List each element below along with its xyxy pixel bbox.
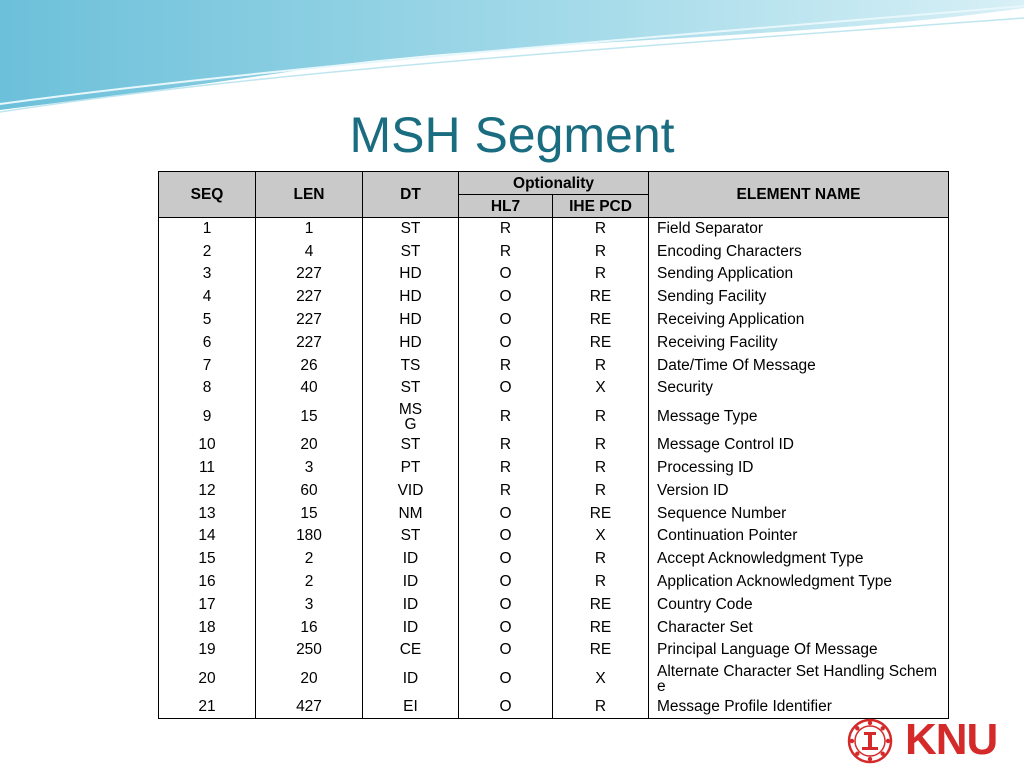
cell-dt: TS xyxy=(363,354,459,377)
cell-element-name: Security xyxy=(649,377,949,400)
cell-seq: 7 xyxy=(159,354,256,377)
cell-hl7: O xyxy=(459,377,553,400)
header-len: LEN xyxy=(256,172,363,218)
table-row xyxy=(159,218,949,241)
cell-ihe-pcd: R xyxy=(553,696,649,719)
cell-seq: 20 xyxy=(159,662,256,696)
cell-dt: ST xyxy=(363,525,459,548)
cell-dt: ID xyxy=(363,616,459,639)
cell-ihe-pcd: RE xyxy=(553,616,649,639)
cell-element-name: Receiving Facility xyxy=(649,331,949,354)
cell-len: 1 xyxy=(256,218,363,241)
cell-element-name: Message Control ID xyxy=(649,434,949,457)
cell-seq: 11 xyxy=(159,457,256,480)
table-row xyxy=(159,571,949,594)
cell-element-name: Principal Language Of Message xyxy=(649,639,949,662)
cell-dt: ST xyxy=(363,377,459,400)
cell-seq: 3 xyxy=(159,263,256,286)
cell-len: 2 xyxy=(256,548,363,571)
cell-len: 250 xyxy=(256,639,363,662)
cell-seq: 19 xyxy=(159,639,256,662)
cell-dt: EI xyxy=(363,696,459,719)
cell-ihe-pcd: X xyxy=(553,662,649,696)
cell-hl7: R xyxy=(459,354,553,377)
cell-len: 16 xyxy=(256,616,363,639)
cell-element-name: Encoding Characters xyxy=(649,240,949,263)
cell-hl7: R xyxy=(459,479,553,502)
table-row xyxy=(159,548,949,571)
cell-element-name: Accept Acknowledgment Type xyxy=(649,548,949,571)
cell-hl7: R xyxy=(459,400,553,434)
cell-element-name: Continuation Pointer xyxy=(649,525,949,548)
cell-seq: 13 xyxy=(159,502,256,525)
cell-seq: 12 xyxy=(159,479,256,502)
cell-ihe-pcd: R xyxy=(553,548,649,571)
table-row xyxy=(159,400,949,434)
header-seq: SEQ xyxy=(159,172,256,218)
cell-dt xyxy=(363,400,459,434)
table-row xyxy=(159,662,949,696)
cell-dt: ID xyxy=(363,593,459,616)
cell-seq: 14 xyxy=(159,525,256,548)
cell-hl7: O xyxy=(459,662,553,696)
cell-hl7: O xyxy=(459,263,553,286)
cell-element-name: Country Code xyxy=(649,593,949,616)
table-row xyxy=(159,263,949,286)
table-row xyxy=(159,479,949,502)
cell-dt: ST xyxy=(363,434,459,457)
cell-element-name: Character Set xyxy=(649,616,949,639)
table-row xyxy=(159,616,949,639)
cell-element-name: Sending Facility xyxy=(649,286,949,309)
slide-title: MSH Segment xyxy=(349,107,675,163)
cell-dt: HD xyxy=(363,309,459,332)
cell-len: 15 xyxy=(256,400,363,434)
cell-ihe-pcd: R xyxy=(553,479,649,502)
table-row xyxy=(159,331,949,354)
cell-seq: 1 xyxy=(159,218,256,241)
cell-ihe-pcd: RE xyxy=(553,286,649,309)
table-row xyxy=(159,696,949,719)
cell-hl7: O xyxy=(459,309,553,332)
cell-len: 20 xyxy=(256,662,363,696)
cell-len: 180 xyxy=(256,525,363,548)
cell-element-name: Sequence Number xyxy=(649,502,949,525)
cell-len: 227 xyxy=(256,331,363,354)
cell-seq: 21 xyxy=(159,696,256,719)
cell-ihe-pcd: R xyxy=(553,434,649,457)
cell-dt: ST xyxy=(363,218,459,241)
cell-dt: CE xyxy=(363,639,459,662)
cell-hl7: R xyxy=(459,434,553,457)
cell-ihe-pcd: RE xyxy=(553,331,649,354)
table-row xyxy=(159,457,949,480)
cell-element-name: Version ID xyxy=(649,479,949,502)
cell-len: 15 xyxy=(256,502,363,525)
cell-hl7: O xyxy=(459,502,553,525)
cell-dt: VID xyxy=(363,479,459,502)
cell-element-name: Message Type xyxy=(649,400,949,434)
cell-ihe-pcd: R xyxy=(553,571,649,594)
cell-seq: 10 xyxy=(159,434,256,457)
cell-element-name: Sending Application xyxy=(649,263,949,286)
cell-element-name: Processing ID xyxy=(649,457,949,480)
cell-ihe-pcd: RE xyxy=(553,639,649,662)
cell-ihe-pcd: X xyxy=(553,525,649,548)
cell-seq: 4 xyxy=(159,286,256,309)
cell-element-name: Message Profile Identifier xyxy=(649,696,949,719)
knu-logo-text: KNU xyxy=(905,715,998,764)
table-row xyxy=(159,593,949,616)
table-row xyxy=(159,309,949,332)
cell-ihe-pcd: X xyxy=(553,377,649,400)
cell-len: 227 xyxy=(256,263,363,286)
cell-ihe-pcd: R xyxy=(553,400,649,434)
cell-dt: PT xyxy=(363,457,459,480)
cell-dt: HD xyxy=(363,263,459,286)
cell-len: 60 xyxy=(256,479,363,502)
table-row xyxy=(159,434,949,457)
cell-element-name: Date/Time Of Message xyxy=(649,354,949,377)
header-dt: DT xyxy=(363,172,459,218)
cell-hl7: O xyxy=(459,286,553,309)
cell-ihe-pcd: RE xyxy=(553,593,649,616)
cell-seq: 18 xyxy=(159,616,256,639)
cell-hl7: O xyxy=(459,593,553,616)
cell-len: 40 xyxy=(256,377,363,400)
cell-len: 227 xyxy=(256,309,363,332)
cell-seq: 16 xyxy=(159,571,256,594)
cell-len: 3 xyxy=(256,457,363,480)
cell-len: 3 xyxy=(256,593,363,616)
cell-element-name: Alternate Character Set Handling Scheme xyxy=(649,662,949,696)
table-row xyxy=(159,377,949,400)
table-row xyxy=(159,240,949,263)
cell-ihe-pcd: R xyxy=(553,263,649,286)
cell-hl7: O xyxy=(459,548,553,571)
cell-seq: 17 xyxy=(159,593,256,616)
table-row xyxy=(159,354,949,377)
cell-hl7: O xyxy=(459,639,553,662)
cell-dt: ID xyxy=(363,662,459,696)
cell-element-name: Receiving Application xyxy=(649,309,949,332)
cell-ihe-pcd: R xyxy=(553,457,649,480)
cell-ihe-pcd: R xyxy=(553,218,649,241)
cell-seq: 8 xyxy=(159,377,256,400)
cell-hl7: O xyxy=(459,696,553,719)
cell-seq: 6 xyxy=(159,331,256,354)
cell-hl7: R xyxy=(459,218,553,241)
header-ihe-pcd: IHE PCD xyxy=(553,195,649,218)
cell-seq: 15 xyxy=(159,548,256,571)
cell-seq: 2 xyxy=(159,240,256,263)
header-element-name: ELEMENT NAME xyxy=(649,172,949,218)
cell-dt: HD xyxy=(363,286,459,309)
cell-hl7: O xyxy=(459,571,553,594)
table-row xyxy=(159,639,949,662)
cell-len: 20 xyxy=(256,434,363,457)
header-optionality: Optionality xyxy=(459,172,649,195)
cell-len: 4 xyxy=(256,240,363,263)
cell-hl7: O xyxy=(459,331,553,354)
cell-len: 26 xyxy=(256,354,363,377)
cell-ihe-pcd: RE xyxy=(553,502,649,525)
cell-dt: ST xyxy=(363,240,459,263)
cell-seq: 5 xyxy=(159,309,256,332)
cell-element-name: Application Acknowledgment Type xyxy=(649,571,949,594)
cell-element-name: Field Separator xyxy=(649,218,949,241)
cell-dt: HD xyxy=(363,331,459,354)
cell-seq: 9 xyxy=(159,400,256,434)
cell-dt: ID xyxy=(363,548,459,571)
table-row xyxy=(159,286,949,309)
cell-dt: NM xyxy=(363,502,459,525)
cell-dt-wrapped: MSG xyxy=(398,400,423,433)
cell-len: 427 xyxy=(256,696,363,719)
table-row xyxy=(159,525,949,548)
cell-hl7: R xyxy=(459,457,553,480)
cell-ihe-pcd: RE xyxy=(553,309,649,332)
cell-len: 227 xyxy=(256,286,363,309)
msh-segment-table xyxy=(158,171,949,719)
cell-hl7: R xyxy=(459,240,553,263)
header-hl7: HL7 xyxy=(459,195,553,218)
cell-ihe-pcd: R xyxy=(553,354,649,377)
table-row xyxy=(159,502,949,525)
cell-hl7: O xyxy=(459,525,553,548)
cell-ihe-pcd: R xyxy=(553,240,649,263)
cell-hl7: O xyxy=(459,616,553,639)
cell-dt: ID xyxy=(363,571,459,594)
university-seal-icon xyxy=(849,720,891,762)
cell-len: 2 xyxy=(256,571,363,594)
